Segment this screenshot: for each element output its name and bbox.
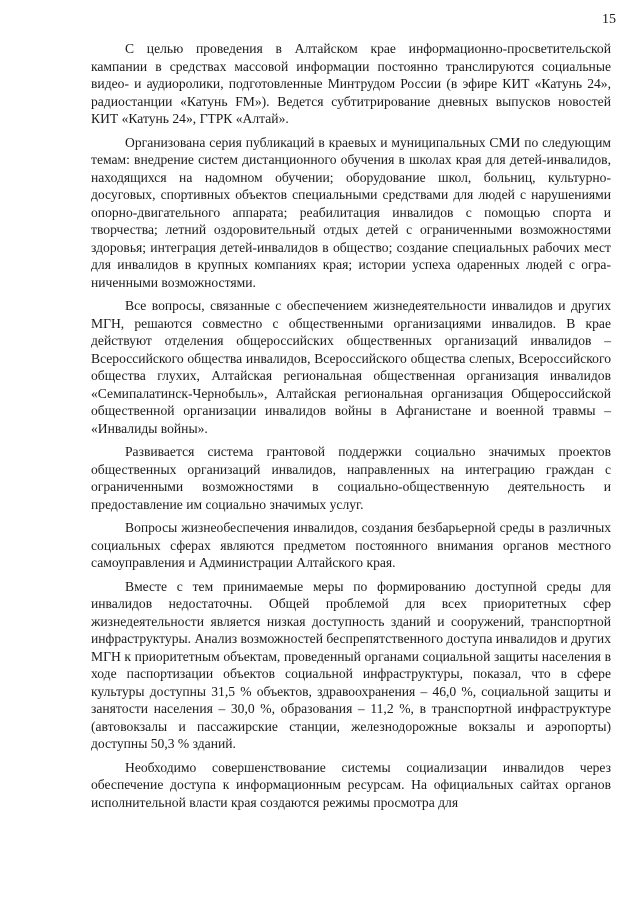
- paragraph-information-access: Необходимо совершенствование системы социализации инвалидов через обеспечение доступа к информационным ресурсам. На официальных сайтах органов исполнительной власти края создаются режимы просмотра для: [91, 759, 611, 810]
- paragraph-publications: Организована серия публикаций в краевых и муниципальных СМИ по следующим темам: внедрение систем дистанционного обучения в школах края для детей-инвалидов, находящихся на надомном обучении; оборудование школ, больниц, культурно-досуговых, спортивных объектов специальными средствами для людей с нарушениями опорно-двигательного аппарата; реабилитация инвалидов с помощью спорта и творчества; летний оздоровительный отдых детей с ограниченными возможностями здоровья; интеграция детей-инвалидов в общество; создание специальных рабочих мест для инвалидов в крупных компаниях края; истории успеха одаренных людей с ограниченными возможностями.: [91, 134, 611, 290]
- paragraph-public-organizations: Все вопросы, связанные с обеспечением жизнедеятельности инвалидов и других МГН, решаются совместно с общественными организациями инвалидов. В крае действуют отделения общероссийских общественных организаций инвалидов – Всероссийского общества инвалидов, Всероссийского общества слепых, Всероссийского общества глухих, Алтайская региональная общественная организация инвалидов «Семипалатинск-Чернобыль», Алтайская региональная организация Общероссийской общественной организации инвалидов войны в Афганистане и военной травмы – «Инвалиды войны».: [91, 298, 611, 436]
- paragraph-info-campaign: С целью проведения в Алтайском крае информационно-просветительской кампании в средствах массовой информации постоянно транслируются социальные видео- и аудиоролики, подготовленные Минтрудом России (в эфире КИТ «Катунь 24», радиостанции «Катунь FM»). Ведется субтитрирование дневных выпусков новостей КИТ «Катунь 24», ГТРК «Алтай».: [91, 41, 611, 126]
- page-number: 15: [602, 12, 616, 27]
- paragraph-accessibility-analysis: Вместе с тем принимаемые меры по формированию доступной среды для инвалидов недостаточны. Общей проблемой для всех приоритетных сфер жизнедеятельности является низкая доступность зданий и сооружений, транспортной инфраструктуры. Анализ возможностей беспрепятственного доступа инвалидов и других МГН к приоритетным объектам, проведенный органами социальной защиты населения в ходе паспортизации объектов социальной инфраструктуры, показал, что в сфере культуры доступны 31,5 % объектов, здравоохранения – 46,0 %, социальной защиты и занятости населения – 30,0 %, образования – 11,2 %, в транспортной инфраструктуре (автовокзалы и пассажирские станции, железнодорожные вокзалы и аэропорты) доступны 50,3 % зданий.: [91, 578, 611, 751]
- paragraph-grant-support: Развивается система грантовой поддержки социально значимых проектов общественных организаций инвалидов, направленных на интеграцию граждан с ограниченными возможностями в социально-общественную деятельность и предоставление им социально значимых услуг.: [91, 444, 611, 512]
- paragraph-barrier-free-environment: Вопросы жизнеобеспечения инвалидов, создания безбарьерной среды в различных социальных сферах являются предметом постоянного внимания органов местного самоуправления и Администрации Алтайского края.: [91, 520, 611, 570]
- document-body: [91, 40, 611, 817]
